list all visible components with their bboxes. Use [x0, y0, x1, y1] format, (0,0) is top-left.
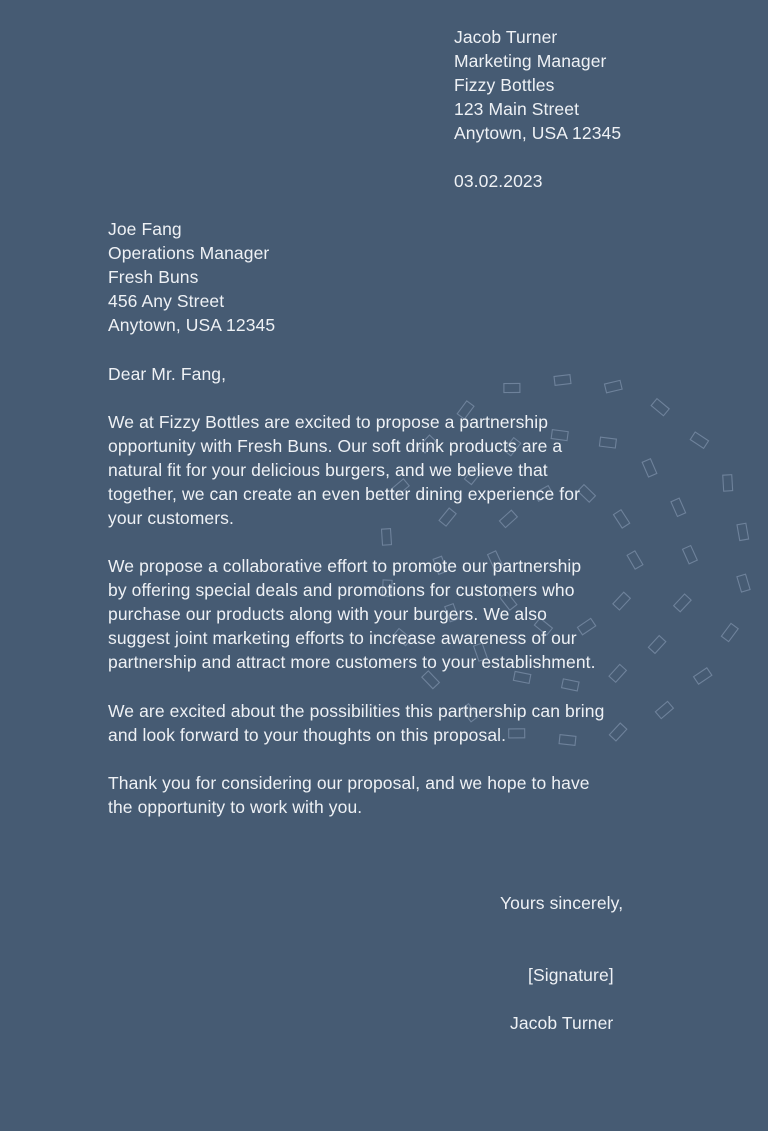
decorative-rectangle [721, 623, 738, 641]
sender-street: 123 Main Street [454, 99, 580, 119]
paragraph-line: by offering special deals and promotions for customers who [108, 580, 575, 600]
paragraph-line: suggest joint marketing efforts to increase awareness of our [108, 628, 577, 648]
paragraph-line: and look forward to your thoughts on this proposal. [108, 725, 507, 745]
sender-title: Marketing Manager [454, 51, 607, 71]
body-paragraph-3 [108, 699, 668, 747]
decorative-rectangle [671, 498, 686, 516]
decorative-rectangle [694, 668, 712, 684]
paragraph-line: Thank you for considering our proposal, and we hope to have [108, 773, 590, 793]
recipient-company: Fresh Buns [108, 267, 199, 287]
sender-city: Anytown, USA 12345 [454, 123, 622, 143]
sender-address-block [454, 25, 621, 145]
decorative-rectangle [382, 529, 392, 546]
paragraph-line: We propose a collaborative effort to promote our partnership [108, 556, 582, 576]
sender-name: Jacob Turner [454, 27, 558, 47]
decorative-rectangle [674, 594, 692, 612]
recipient-name: Joe Fang [108, 219, 182, 239]
decorative-rectangle [737, 523, 749, 540]
body-paragraph-4 [108, 771, 668, 819]
letter-date: 03.02.2023 [454, 171, 543, 191]
paragraph-line: together, we can create an even better dining experience for [108, 484, 580, 504]
decorative-rectangle [737, 574, 750, 592]
decorative-rectangle [562, 679, 579, 691]
recipient-city: Anytown, USA 12345 [108, 315, 276, 335]
decorative-rectangle [604, 380, 622, 392]
decorative-rectangle [554, 375, 571, 386]
decorative-rectangle [682, 546, 697, 564]
paragraph-line: the opportunity to work with you. [108, 797, 363, 817]
signer-name: Jacob Turner [510, 1013, 614, 1033]
paragraph-line: opportunity with Fresh Buns. Our soft drink products are a [108, 436, 563, 456]
body-paragraph-1 [108, 410, 668, 530]
decorative-rectangle [690, 432, 708, 448]
signature-placeholder: [Signature] [528, 965, 614, 985]
decorative-rectangle [504, 383, 520, 392]
paragraph-line: natural fit for your delicious burgers, and we believe that [108, 460, 548, 480]
closing-phrase: Yours sincerely, [500, 893, 624, 913]
recipient-street: 456 Any Street [108, 291, 225, 311]
salutation: Dear Mr. Fang, [108, 364, 227, 384]
recipient-title: Operations Manager [108, 243, 270, 263]
paragraph-line: your customers. [108, 508, 234, 528]
body-paragraph-2 [108, 554, 668, 674]
paragraph-line: We at Fizzy Bottles are excited to propose a partnership [108, 412, 549, 432]
paragraph-line: partnership and attract more customers to your establishment. [108, 652, 596, 672]
paragraph-line: We are excited about the possibilities this partnership can bring [108, 701, 605, 721]
paragraph-line: purchase our products along with your burgers. We also [108, 604, 547, 624]
sender-company: Fizzy Bottles [454, 75, 555, 95]
decorative-rectangle [723, 475, 733, 491]
recipient-address-block [108, 217, 275, 337]
